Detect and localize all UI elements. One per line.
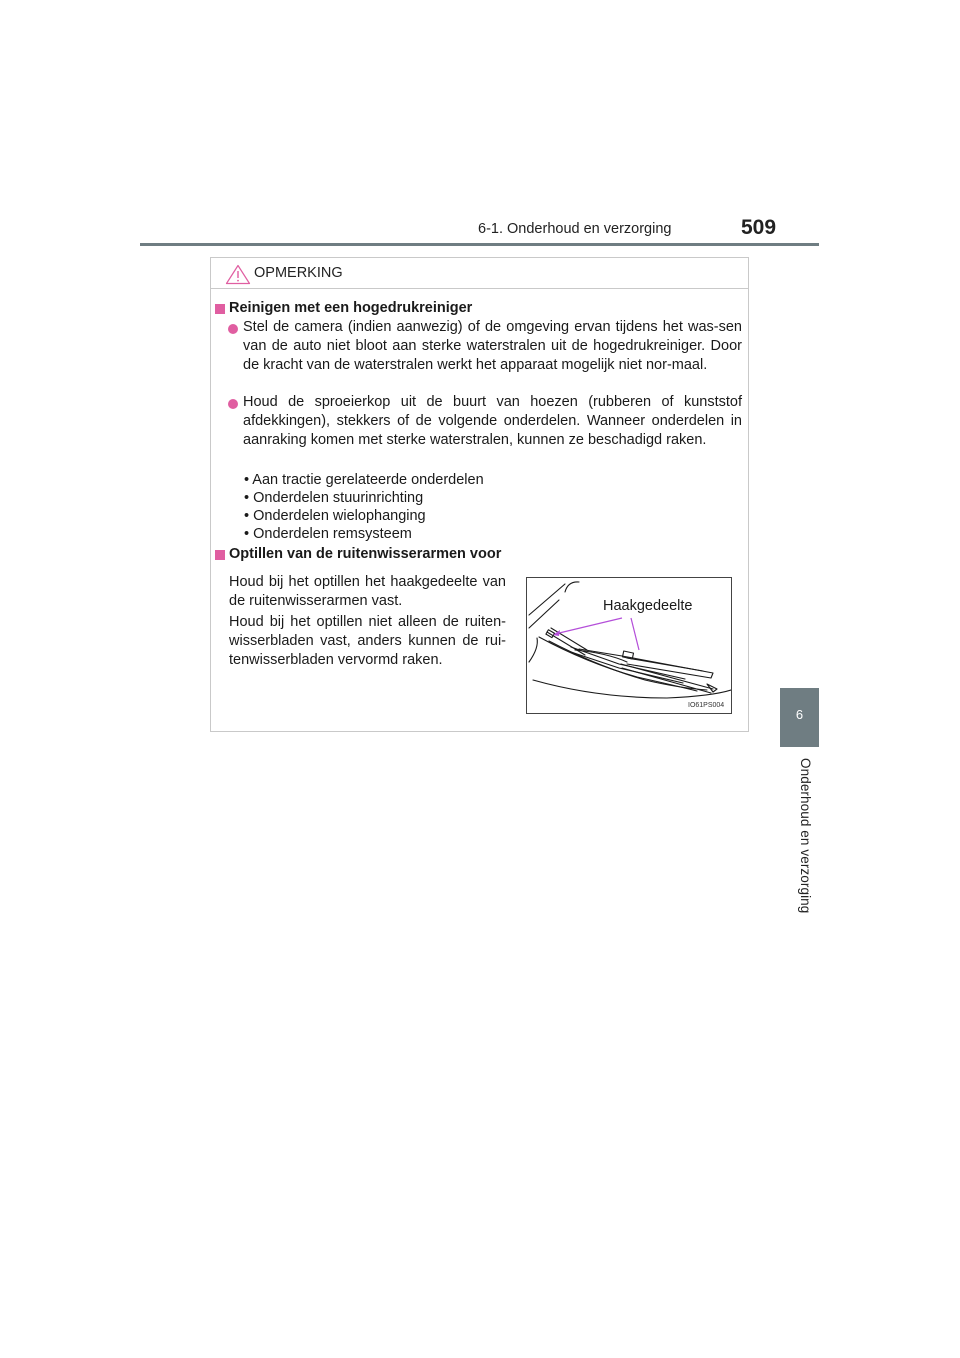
bullet-dot-icon <box>228 324 238 334</box>
notice-header <box>211 258 748 289</box>
paragraph: Houd bij het optillen niet alleen de ruiten-wisserbladen vast, anders kunnen de rui-tenwisserbladen vervormd raken. <box>229 614 506 668</box>
sub-item: • Aan tractie gerelateerde onderdelen <box>244 472 484 488</box>
bullet-text: Houd de sproeierkop uit de buurt van hoezen (rubberen of kunststof afdekkingen), stekkers of de volgende onderdelen. Wanneer onderdelen in aanraking komen met sterke waterstralen, kunnen ze beschadigd raken. <box>243 394 742 448</box>
bullet-text: Stel de camera (indien aanwezig) of de omgeving ervan tijdens het was-sen van de auto niet bloot aan sterke waterstralen uit de hogedrukreiniger. Door de kracht van de waterstralen werkt het apparaat mogelijk niet nor-maal. <box>243 319 742 373</box>
section-heading: Reinigen met een hogedrukreiniger <box>229 300 473 316</box>
sub-item: • Onderdelen stuurinrichting <box>244 490 424 506</box>
figure-code: IO61PS004 <box>688 702 725 709</box>
wiper-illustration <box>526 577 732 714</box>
sub-item: • Onderdelen remsysteem <box>244 526 412 542</box>
section-square-icon <box>215 550 225 560</box>
section-title: 6-1. Onderhoud en verzorging <box>478 221 672 237</box>
section-square-icon <box>215 304 225 314</box>
callout-label: Haakgedeelte <box>603 598 693 614</box>
page-number: 509 <box>741 216 777 239</box>
sub-item: • Onderdelen wielophanging <box>244 508 426 524</box>
chapter-title-vertical: Onderhoud en verzorging <box>798 758 813 914</box>
chapter-number: 6 <box>795 707 804 722</box>
section-heading: Optillen van de ruitenwisserarmen voor <box>229 546 502 562</box>
notice-title: OPMERKING <box>254 265 343 281</box>
paragraph: Houd bij het optillen het haakgedeelte van de ruitenwisserarmen vast. <box>229 574 506 609</box>
header-rule <box>140 243 819 246</box>
chapter-tab <box>780 688 819 747</box>
bullet-dot-icon <box>228 399 238 409</box>
warning-icon <box>225 264 251 290</box>
